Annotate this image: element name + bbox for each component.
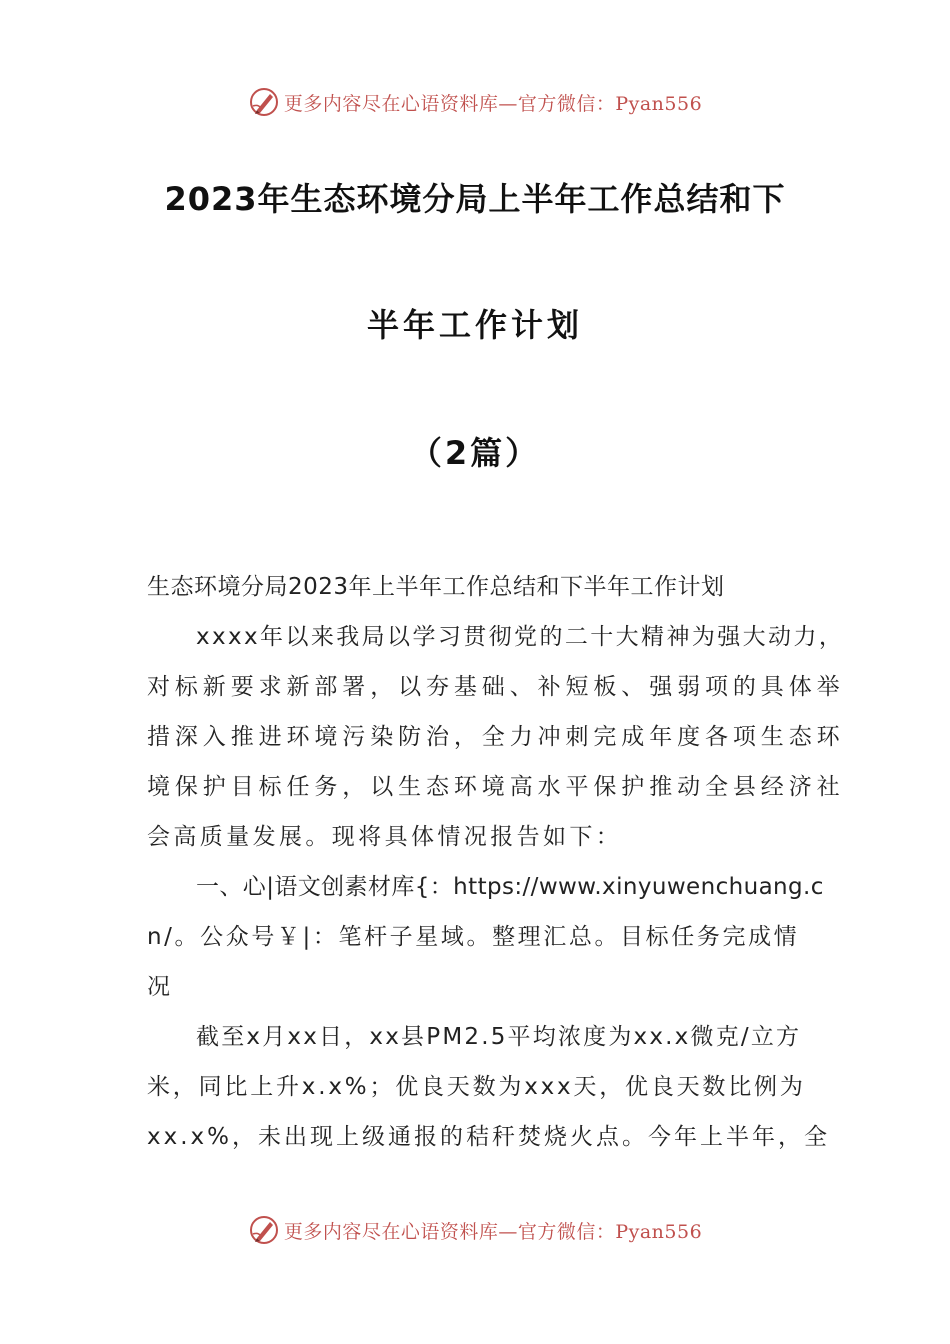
body-subtitle: 生态环境分局2023年上半年工作总结和下半年工作计划 [147,574,725,600]
paragraph-line: xx.x%，未出现上级通报的秸秆焚烧火点。今年上半年，全 [147,1124,830,1150]
banner-text: 更多内容尽在心语资料库—官方微信：Pyan556 [283,92,703,115]
section-heading-line: n/。公众号￥|：笔杆子星域。整理汇总。目标任务完成情 [147,924,800,950]
paragraph-line: 措深入推进环境污染防治，全力冲刺完成年度各项生态环 [147,724,845,750]
footer-banner [0,1210,950,1250]
document-title-line-1: 2023年生态环境分局上半年工作总结和下 [164,180,786,218]
pen-logo-icon [248,1214,280,1246]
pen-logo-icon [248,86,280,118]
banner-text: 更多内容尽在心语资料库—官方微信：Pyan556 [283,1220,703,1243]
document-title-count: （2篇） [409,434,541,472]
paragraph-line: 米，同比上升x.x%；优良天数为xxx天，优良天数比例为 [147,1074,806,1100]
header-banner [0,82,950,122]
section-heading-line: 况 [147,974,170,1000]
document-title-line-2: 半年工作计划 [366,306,583,344]
section-heading-line: 一、心|语文创素材库{：https://www.xinyuwenchuang.c [196,874,824,900]
paragraph-line: 会高质量发展。现将具体情况报告如下： [147,824,623,850]
paragraph-line: 对标新要求新部署，以夯基础、补短板、强弱项的具体举 [147,674,845,700]
paragraph-line: 截至x月xx日，xx县PM2.5平均浓度为xx.x微克/立方 [196,1024,802,1050]
paragraph-line: xxxx年以来我局以学习贯彻党的二十大精神为强大动力， [196,624,845,650]
paragraph-line: 境保护目标任务，以生态环境高水平保护推动全县经济社 [147,774,845,800]
